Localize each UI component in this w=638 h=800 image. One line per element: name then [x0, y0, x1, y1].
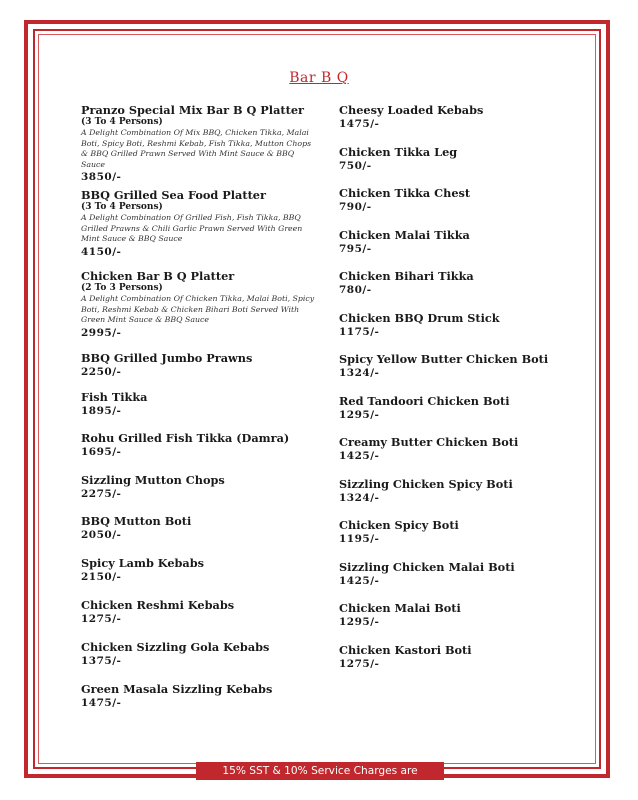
menu-item	[339, 269, 579, 311]
menu-item	[339, 311, 579, 352]
menu-item-price: 1175/-	[339, 326, 380, 338]
menu-item	[81, 188, 316, 260]
menu-item-name: Sizzling Chicken Malai Boti	[339, 560, 515, 574]
menu-item-name: Chicken Spicy Boti	[339, 518, 459, 532]
menu-column-left	[81, 103, 316, 712]
menu-item-name: Chicken Malai Boti	[339, 601, 461, 615]
menu-item	[339, 145, 579, 186]
menu-item-price: 1324/-	[339, 492, 380, 504]
menu-section-title: Bar B Q	[289, 70, 349, 86]
service-charge-banner: 15% SST & 10% Service Charges are applicable.	[196, 762, 444, 780]
menu-item-name: Spicy Yellow Butter Chicken Boti	[339, 352, 549, 366]
menu-item-name: Rohu Grilled Fish Tikka (Damra)	[81, 431, 290, 445]
menu-item-name: Chicken Sizzling Gola Kebabs	[81, 640, 270, 654]
menu-item	[81, 640, 316, 682]
menu-item-name: Fish Tikka	[81, 390, 148, 404]
menu-item-name: Chicken Bar B Q Platter	[81, 269, 235, 283]
menu-item	[339, 394, 579, 435]
menu-item	[81, 390, 316, 431]
menu-item-price: 1475/-	[81, 697, 122, 709]
menu-column-right	[339, 103, 579, 673]
menu-item-name: Chicken Tikka Leg	[339, 145, 458, 159]
menu-item-price: 1195/-	[339, 533, 380, 545]
menu-item-price: 2050/-	[81, 529, 122, 541]
menu-item	[339, 103, 579, 145]
menu-item-price: 2150/-	[81, 571, 122, 583]
menu-item	[81, 682, 316, 712]
menu-item-persons: (3 To 4 Persons)	[81, 117, 163, 127]
menu-item-price: 1324/-	[339, 367, 380, 379]
menu-item	[339, 477, 579, 518]
menu-item-price: 1475/-	[339, 118, 380, 130]
menu-item	[339, 435, 579, 477]
menu-item	[81, 598, 316, 640]
menu-item-price: 1895/-	[81, 405, 122, 417]
menu-item-price: 1275/-	[81, 613, 122, 625]
menu-item-name: Chicken BBQ Drum Stick	[339, 311, 500, 325]
menu-item	[339, 518, 579, 560]
menu-item-price: 1295/-	[339, 616, 380, 628]
menu-item-name: Pranzo Special Mix Bar B Q Platter	[81, 103, 304, 117]
menu-item-persons: (3 To 4 Persons)	[81, 202, 163, 212]
menu-item-name: Green Masala Sizzling Kebabs	[81, 682, 273, 696]
menu-item-price: 1295/-	[339, 409, 380, 421]
menu-item-price: 2275/-	[81, 488, 122, 500]
menu-item-name: Chicken Bihari Tikka	[339, 269, 474, 283]
menu-item-price: 2995/-	[81, 326, 122, 339]
menu-item-price: 750/-	[339, 160, 372, 172]
menu-item-name: Chicken Reshmi Kebabs	[81, 598, 235, 612]
menu-item-name: Cheesy Loaded Kebabs	[339, 103, 484, 117]
menu-item	[339, 228, 579, 269]
menu-item-description: A Delight Combination Of Mix BBQ, Chicken Tikka, Malai Boti, Spicy Boti, Reshmi Kebab, Fish Tikka, Mutton Chops & BBQ Grilled Prawn Served With Mint Sauce & BBQ Sauce	[81, 128, 312, 169]
menu-item-price: 1695/-	[81, 446, 122, 458]
menu-item-name: BBQ Grilled Sea Food Platter	[81, 188, 266, 202]
menu-item-price: 790/-	[339, 201, 372, 213]
menu-item-persons: (2 To 3 Persons)	[81, 283, 163, 293]
menu-item-name: Spicy Lamb Kebabs	[81, 556, 205, 570]
menu-item	[339, 186, 579, 228]
menu-item-name: Creamy Butter Chicken Boti	[339, 435, 519, 449]
menu-item	[81, 351, 316, 390]
menu-item-description: A Delight Combination Of Chicken Tikka, Malai Boti, Spicy Boti, Reshmi Kebab & Chicken Bihari Boti Served With Green Mint Sauce & BBQ Sauce	[81, 294, 315, 324]
menu-item	[81, 431, 316, 473]
menu-item-name: Red Tandoori Chicken Boti	[339, 394, 510, 408]
menu-item	[81, 514, 316, 556]
menu-item	[81, 473, 316, 514]
menu-item-name: Sizzling Mutton Chops	[81, 473, 225, 487]
menu-item	[339, 352, 579, 394]
menu-item-price: 795/-	[339, 243, 372, 255]
menu-item-price: 1425/-	[339, 575, 380, 587]
menu-item-name: Chicken Malai Tikka	[339, 228, 470, 242]
menu-item	[339, 601, 579, 643]
menu-item	[339, 560, 579, 601]
menu-item-name: Chicken Tikka Chest	[339, 186, 471, 200]
menu-item-price: 4150/-	[81, 245, 122, 258]
menu-item-price: 2250/-	[81, 366, 122, 378]
menu-item-name: BBQ Grilled Jumbo Prawns	[81, 351, 253, 365]
menu-item	[81, 556, 316, 598]
menu-item-price: 3850/-	[81, 171, 122, 183]
menu-item-price: 1425/-	[339, 450, 380, 462]
menu-item	[81, 103, 316, 183]
menu-item-description: A Delight Combination Of Grilled Fish, Fish Tikka, BBQ Grilled Prawns & Chili Garlic Prawn Served With Green Mint Sauce & BBQ Sauce	[81, 213, 303, 243]
menu-item-price: 1375/-	[81, 655, 122, 667]
menu-item-name: Sizzling Chicken Spicy Boti	[339, 477, 513, 491]
menu-item-name: BBQ Mutton Boti	[81, 514, 192, 528]
menu-item-price: 780/-	[339, 284, 372, 296]
menu-item-name: Chicken Kastori Boti	[339, 643, 472, 657]
menu-item	[81, 269, 316, 341]
menu-item-price: 1275/-	[339, 658, 380, 670]
menu-item	[339, 643, 579, 673]
